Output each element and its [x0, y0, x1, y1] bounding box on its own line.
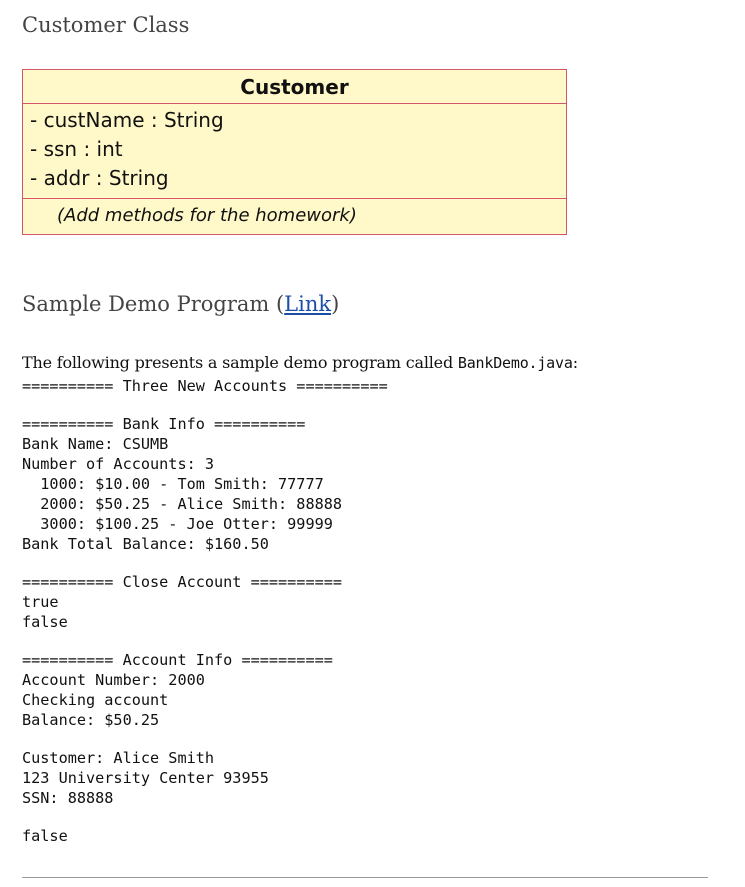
sample-demo-heading — [22, 292, 339, 316]
intro-text-end: : — [572, 353, 578, 372]
intro-text: The following presents a sample demo program called — [22, 353, 458, 372]
output-line: ========== Close Account ========== — [22, 573, 343, 591]
output-blank-line — [22, 808, 388, 826]
uml-attribute-ssn: - ssn : int — [30, 137, 123, 161]
customer-uml-diagram — [22, 69, 567, 235]
output-line: Bank Total Balance: $160.50 — [22, 535, 269, 553]
program-output — [22, 376, 388, 846]
output-line: ========== Three New Accounts ========== — [22, 377, 388, 395]
output-blank-line — [22, 554, 388, 572]
output-blank-line — [22, 730, 388, 748]
sample-demo-heading-prefix: Sample Demo Program ( — [22, 292, 285, 316]
output-line: false — [22, 613, 68, 631]
sample-demo-heading-suffix: ) — [331, 292, 340, 316]
output-line: Bank Name: CSUMB — [22, 435, 169, 453]
output-line: ========== Bank Info ========== — [22, 415, 306, 433]
output-line: Customer: Alice Smith — [22, 749, 215, 767]
output-line: 2000: $50.25 - Alice Smith: 88888 — [22, 495, 343, 513]
uml-attributes — [23, 104, 566, 199]
output-line: 1000: $10.00 - Tom Smith: 77777 — [22, 475, 324, 493]
uml-attribute-custname: - custName : String — [30, 108, 224, 132]
output-line: ========== Account Info ========== — [22, 651, 333, 669]
horizontal-divider — [22, 877, 708, 878]
output-line: Checking account — [22, 691, 169, 709]
uml-attribute-addr: - addr : String — [30, 166, 169, 190]
output-line: false — [22, 827, 68, 845]
intro-paragraph — [22, 351, 578, 375]
customer-class-heading: Customer Class — [22, 13, 190, 37]
output-line: Number of Accounts: 3 — [22, 455, 215, 473]
output-blank-line — [22, 632, 388, 650]
output-line: 3000: $100.25 - Joe Otter: 99999 — [22, 515, 333, 533]
uml-class-name: Customer — [23, 70, 566, 104]
output-line: true — [22, 593, 59, 611]
output-blank-line — [22, 396, 388, 414]
intro-filename: BankDemo.java — [457, 354, 573, 372]
output-line: SSN: 88888 — [22, 789, 114, 807]
output-line: Balance: $50.25 — [22, 711, 160, 729]
uml-methods-note: (Add methods for the homework) — [57, 205, 357, 226]
demo-program-link[interactable]: Link — [284, 292, 332, 316]
output-line: 123 University Center 93955 — [22, 769, 269, 787]
output-line: Account Number: 2000 — [22, 671, 205, 689]
